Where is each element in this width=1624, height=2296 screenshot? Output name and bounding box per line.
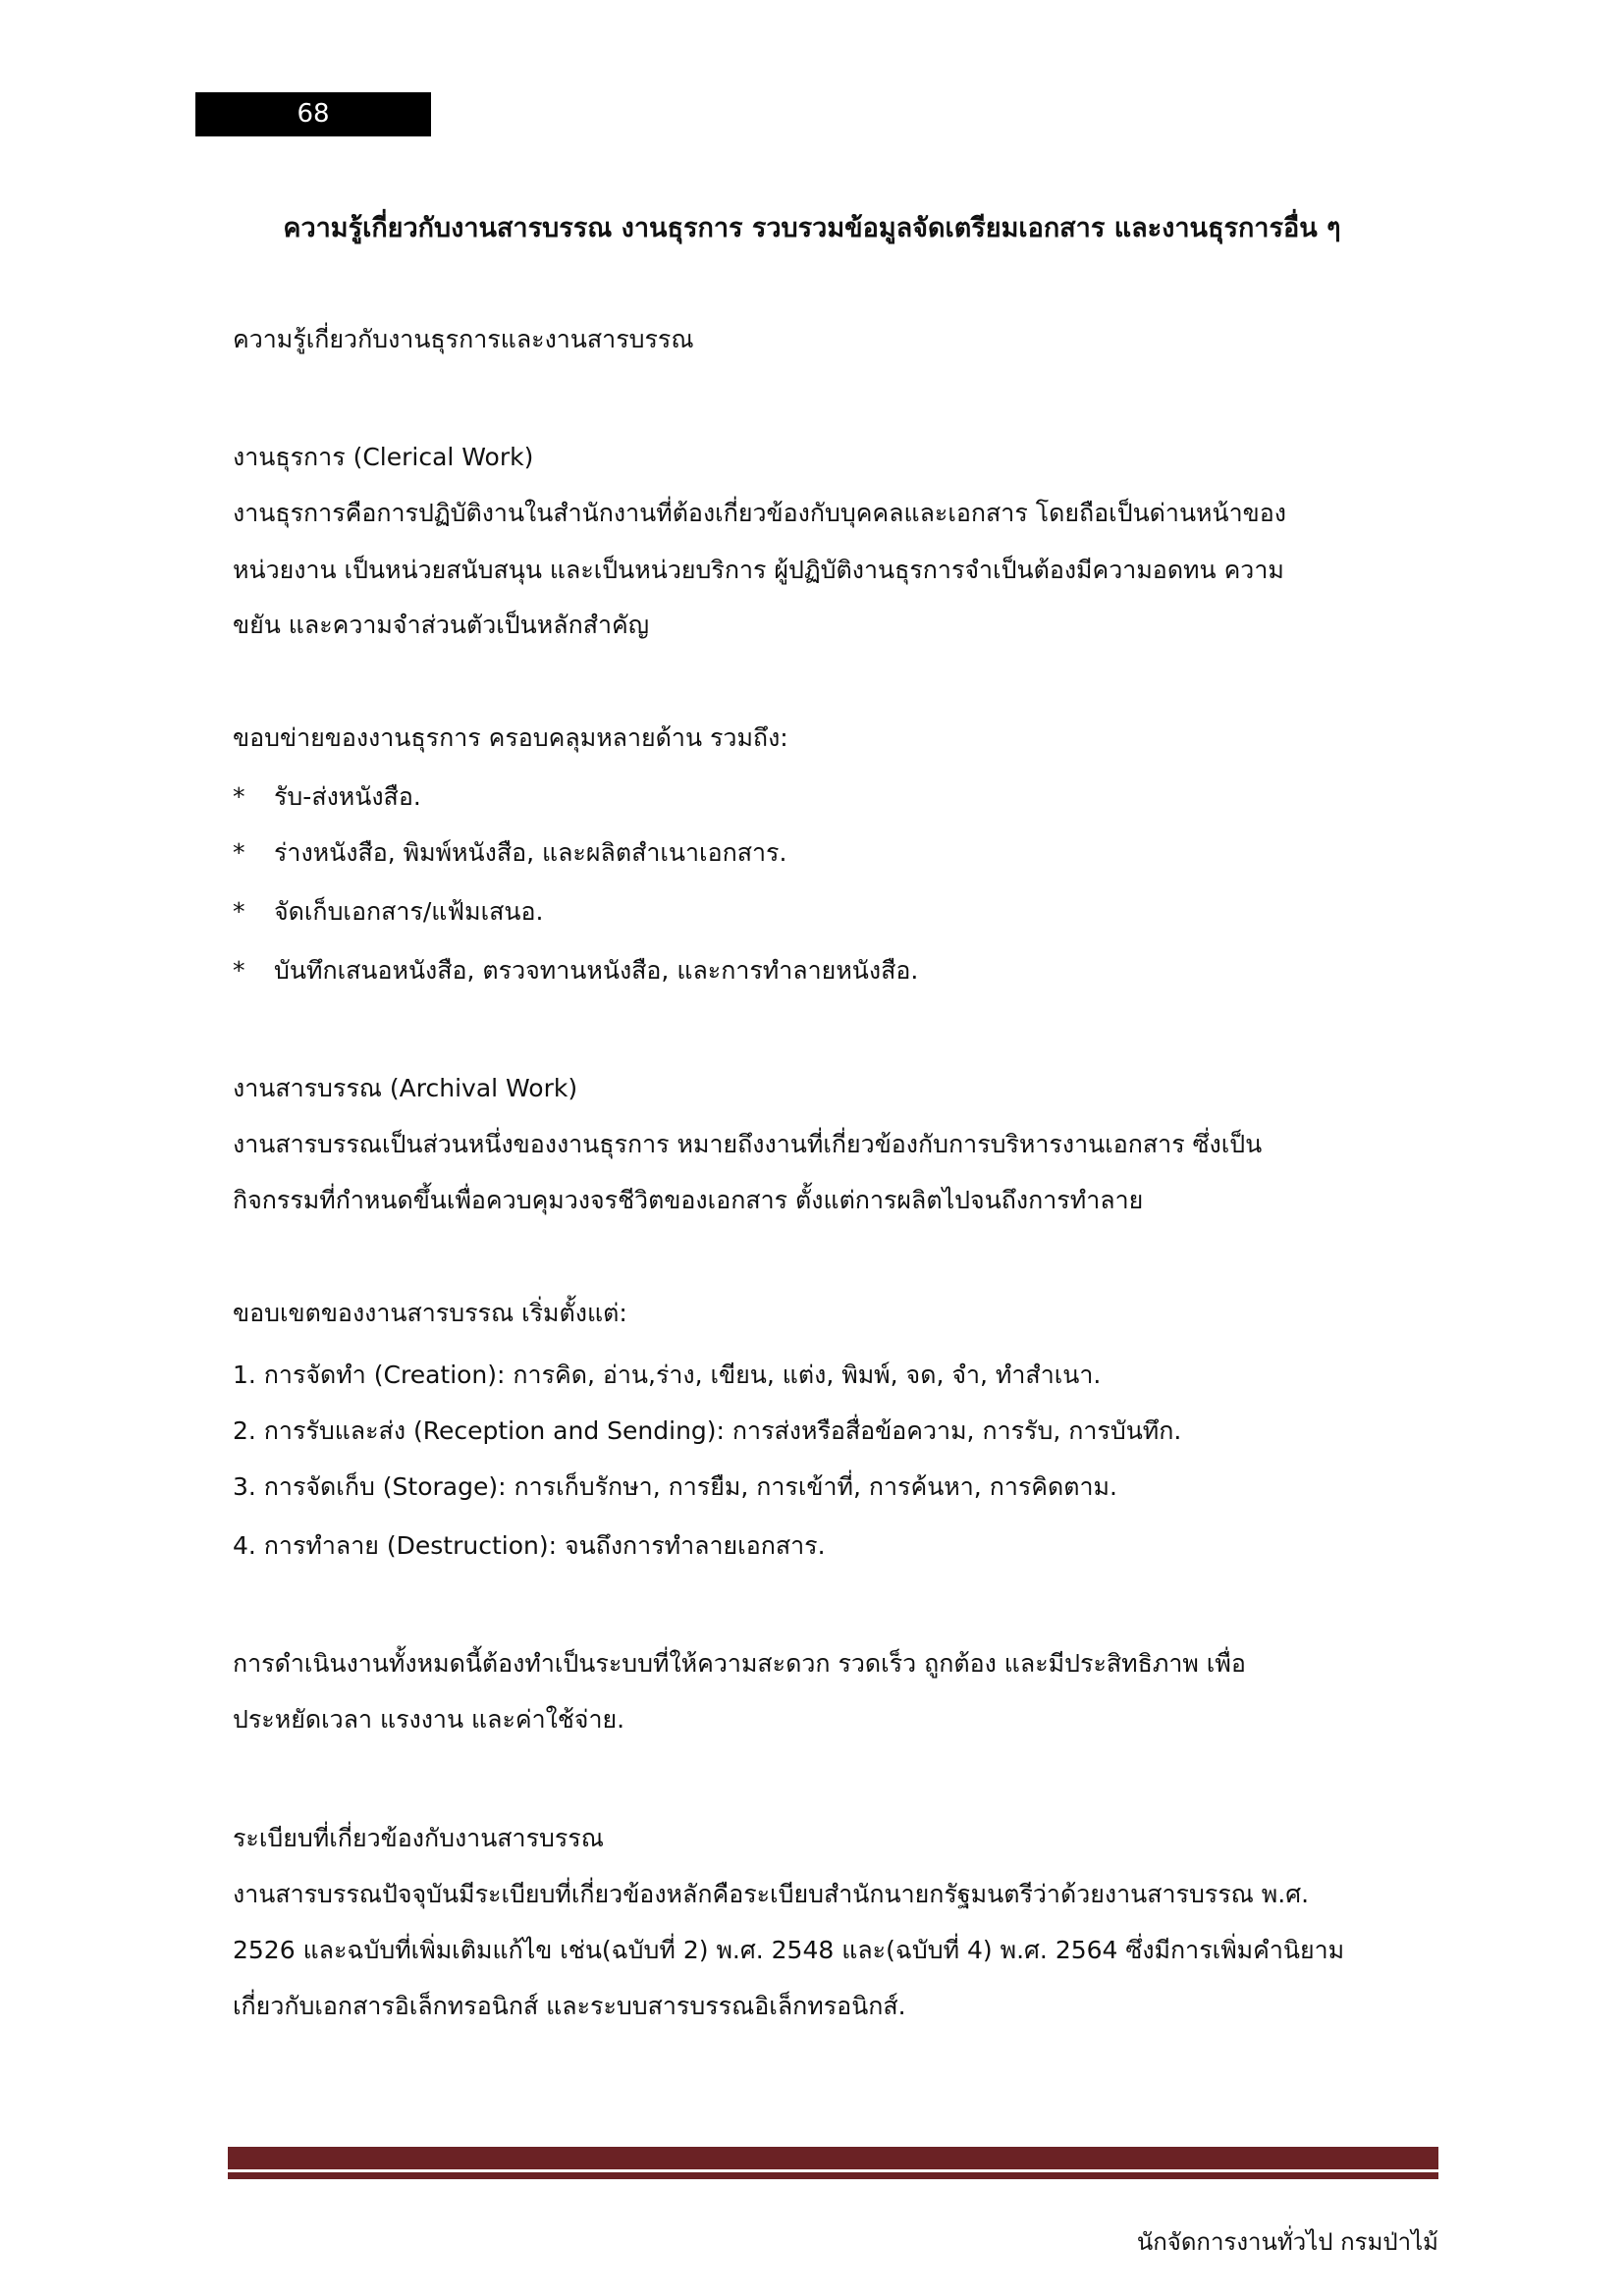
clerical-paragraph-line: งานธุรการคือการปฏิบัติงานในสำนักงานที่ต้องเกี่ยวข้องกับบุคคลและเอกสาร โดยถือเป็นด่านหน้าของ: [233, 499, 1286, 527]
archival-paragraph-line: งานสารบรรณเป็นส่วนหนึ่งของงานธุรการ หมายถึงงานที่เกี่ยวข้องกับการบริหารงานเอกสาร ซึ่งเป็น: [233, 1130, 1263, 1158]
list-item-text: ร่างหนังสือ, พิมพ์หนังสือ, และผลิตสำเนาเอกสาร.: [274, 838, 787, 867]
conclusion-line: การดำเนินงานทั้งหมดนี้ต้องทำเป็นระบบที่ให้ความสะดวก รวดเร็ว ถูกต้อง และมีประสิทธิภาพ เพื่อ: [233, 1649, 1246, 1678]
bullet-icon: *: [233, 782, 245, 811]
numbered-item: 1. การจัดทำ (Creation): การคิด, อ่าน,ร่าง, เขียน, แต่ง, พิมพ์, จด, จำ, ทำสำเนา.: [233, 1361, 1102, 1389]
bullet-icon: *: [233, 897, 245, 926]
regulations-paragraph-line: เกี่ยวกับเอกสารอิเล็กทรอนิกส์ และระบบสารบรรณอิเล็กทรอนิกส์.: [233, 1992, 906, 2020]
list-item: [233, 777, 421, 817]
bullet-icon: *: [233, 838, 245, 867]
list-item: [233, 951, 918, 990]
footer-text: นักจัดการงานทั่วไป กรมป่าไม้: [1136, 2228, 1438, 2256]
conclusion-line: ประหยัดเวลา แรงงาน และค่าใช้จ่าย.: [233, 1705, 625, 1734]
clerical-paragraph-line: หน่วยงาน เป็นหน่วยสนับสนุน และเป็นหน่วยบริการ ผู้ปฏิบัติงานธุรการจำเป็นต้องมีความอดทน ความ: [233, 556, 1284, 584]
archival-scope-heading: ขอบเขตของงานสารบรรณ เริ่มตั้งแต่:: [233, 1299, 627, 1327]
list-item: [233, 892, 543, 932]
clerical-paragraph-line: ขยัน และความจำส่วนตัวเป็นหลักสำคัญ: [233, 611, 650, 639]
page-title: ความรู้เกี่ยวกับงานสารบรรณ งานธุรการ รวบรวมข้อมูลจัดเตรียมเอกสาร และงานธุรการอื่น ๆ: [283, 213, 1341, 243]
archival-paragraph-line: กิจกรรมที่กำหนดขึ้นเพื่อควบคุมวงจรชีวิตของเอกสาร ตั้งแต่การผลิตไปจนถึงการทำลาย: [233, 1186, 1144, 1214]
numbered-item: 2. การรับและส่ง (Reception and Sending): การส่งหรือสื่อข้อความ, การรับ, การบันทึก.: [233, 1416, 1182, 1445]
numbered-item: 4. การทำลาย (Destruction): จนถึงการทำลายเอกสาร.: [233, 1531, 826, 1560]
numbered-item: 3. การจัดเก็บ (Storage): การเก็บรักษา, การยืม, การเข้าที่, การค้นหา, การคิดตาม.: [233, 1472, 1117, 1501]
intro-heading: ความรู้เกี่ยวกับงานธุรการและงานสารบรรณ: [233, 325, 694, 353]
page-number-badge: [195, 92, 431, 136]
list-item-text: บันทึกเสนอหนังสือ, ตรวจทานหนังสือ, และการทำลายหนังสือ.: [274, 956, 919, 985]
regulations-heading: ระเบียบที่เกี่ยวข้องกับงานสารบรรณ: [233, 1824, 604, 1852]
page-number: 68: [297, 99, 330, 129]
clerical-scope-heading: ขอบข่ายของงานธุรการ ครอบคลุมหลายด้าน รวมถึง:: [233, 723, 788, 752]
clerical-heading: งานธุรการ (Clerical Work): [233, 443, 534, 471]
regulations-paragraph-line: 2526 และฉบับที่เพิ่มเติมแก้ไข เช่น(ฉบับที่ 2) พ.ศ. 2548 และ(ฉบับที่ 4) พ.ศ. 2564 ซึ่งมีการเพิ่มคำนิยาม: [233, 1936, 1345, 1964]
list-item-text: จัดเก็บเอกสาร/แฟ้มเสนอ.: [274, 897, 544, 926]
archival-heading: งานสารบรรณ (Archival Work): [233, 1074, 578, 1102]
regulations-paragraph-line: งานสารบรรณปัจจุบันมีระเบียบที่เกี่ยวข้องหลักคือระเบียบสำนักนายกรัฐมนตรีว่าด้วยงานสารบรรณ พ.ศ.: [233, 1880, 1310, 1908]
bullet-icon: *: [233, 956, 245, 985]
footer-rule-thin: [228, 2172, 1438, 2179]
list-item-text: รับ-ส่งหนังสือ.: [274, 782, 421, 811]
footer-rule-thick: [228, 2147, 1438, 2169]
list-item: [233, 833, 786, 873]
